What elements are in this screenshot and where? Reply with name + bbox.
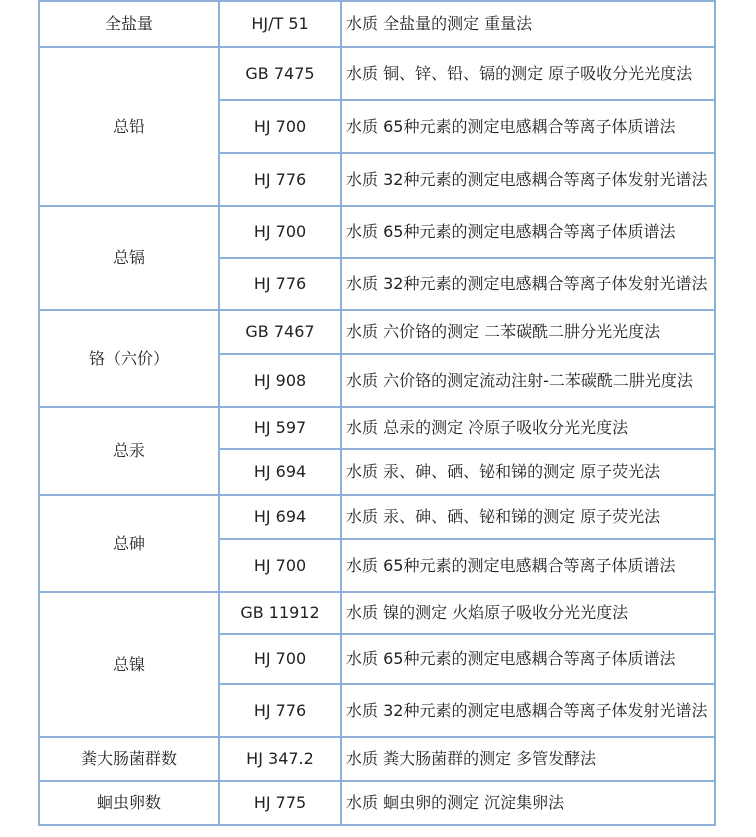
standard-code-cell: HJ 700 — [219, 539, 341, 592]
standard-code-cell: HJ/T 51 — [219, 1, 341, 47]
standard-code-cell: HJ 776 — [219, 258, 341, 310]
method-cell: 水质 镍的测定 火焰原子吸收分光光度法 — [341, 592, 715, 634]
method-cell: 水质 蛔虫卵的测定 沉淀集卵法 — [341, 781, 715, 825]
standard-code-cell: HJ 776 — [219, 153, 341, 206]
table-row — [39, 407, 715, 449]
table-row — [39, 206, 715, 258]
table-row — [39, 737, 715, 781]
method-cell: 水质 32种元素的测定电感耦合等离子体发射光谱法 — [341, 153, 715, 206]
standard-code-cell: HJ 694 — [219, 449, 341, 495]
table-row — [39, 1, 715, 47]
table-row — [39, 781, 715, 825]
method-cell: 水质 六价铬的测定 二苯碳酰二肼分光光度法 — [341, 310, 715, 354]
method-cell: 水质 32种元素的测定电感耦合等离子体发射光谱法 — [341, 684, 715, 737]
standard-code-cell: HJ 700 — [219, 206, 341, 258]
standard-code-cell: HJ 908 — [219, 354, 341, 407]
method-cell: 水质 总汞的测定 冷原子吸收分光光度法 — [341, 407, 715, 449]
standards-table — [38, 0, 716, 826]
method-cell: 水质 65种元素的测定电感耦合等离子体质谱法 — [341, 634, 715, 684]
method-cell: 水质 汞、砷、硒、铋和锑的测定 原子荧光法 — [341, 449, 715, 495]
method-cell: 水质 全盐量的测定 重量法 — [341, 1, 715, 47]
standard-code-cell: HJ 700 — [219, 100, 341, 153]
item-cell: 蛔虫卵数 — [39, 781, 219, 825]
standard-code-cell: GB 7467 — [219, 310, 341, 354]
standard-code-cell: HJ 700 — [219, 634, 341, 684]
method-cell: 水质 65种元素的测定电感耦合等离子体质谱法 — [341, 539, 715, 592]
item-cell: 总砷 — [39, 495, 219, 592]
standard-code-cell: HJ 597 — [219, 407, 341, 449]
table-row — [39, 495, 715, 539]
standard-code-cell: HJ 694 — [219, 495, 341, 539]
item-cell: 总镍 — [39, 592, 219, 737]
item-cell: 粪大肠菌群数 — [39, 737, 219, 781]
table-row — [39, 47, 715, 100]
method-cell: 水质 32种元素的测定电感耦合等离子体发射光谱法 — [341, 258, 715, 310]
standard-code-cell: HJ 347.2 — [219, 737, 341, 781]
method-cell: 水质 粪大肠菌群的测定 多管发酵法 — [341, 737, 715, 781]
item-cell: 总铅 — [39, 47, 219, 206]
standard-code-cell: GB 7475 — [219, 47, 341, 100]
method-cell: 水质 汞、砷、硒、铋和锑的测定 原子荧光法 — [341, 495, 715, 539]
standard-code-cell: HJ 775 — [219, 781, 341, 825]
standard-code-cell: HJ 776 — [219, 684, 341, 737]
item-cell: 铬（六价） — [39, 310, 219, 407]
item-cell: 总汞 — [39, 407, 219, 495]
method-cell: 水质 六价铬的测定流动注射-二苯碳酰二肼光度法 — [341, 354, 715, 407]
table-row — [39, 592, 715, 634]
item-cell: 总镉 — [39, 206, 219, 310]
method-cell: 水质 铜、锌、铅、镉的测定 原子吸收分光光度法 — [341, 47, 715, 100]
item-cell: 全盐量 — [39, 1, 219, 47]
standard-code-cell: GB 11912 — [219, 592, 341, 634]
table-row — [39, 310, 715, 354]
method-cell: 水质 65种元素的测定电感耦合等离子体质谱法 — [341, 206, 715, 258]
method-cell: 水质 65种元素的测定电感耦合等离子体质谱法 — [341, 100, 715, 153]
